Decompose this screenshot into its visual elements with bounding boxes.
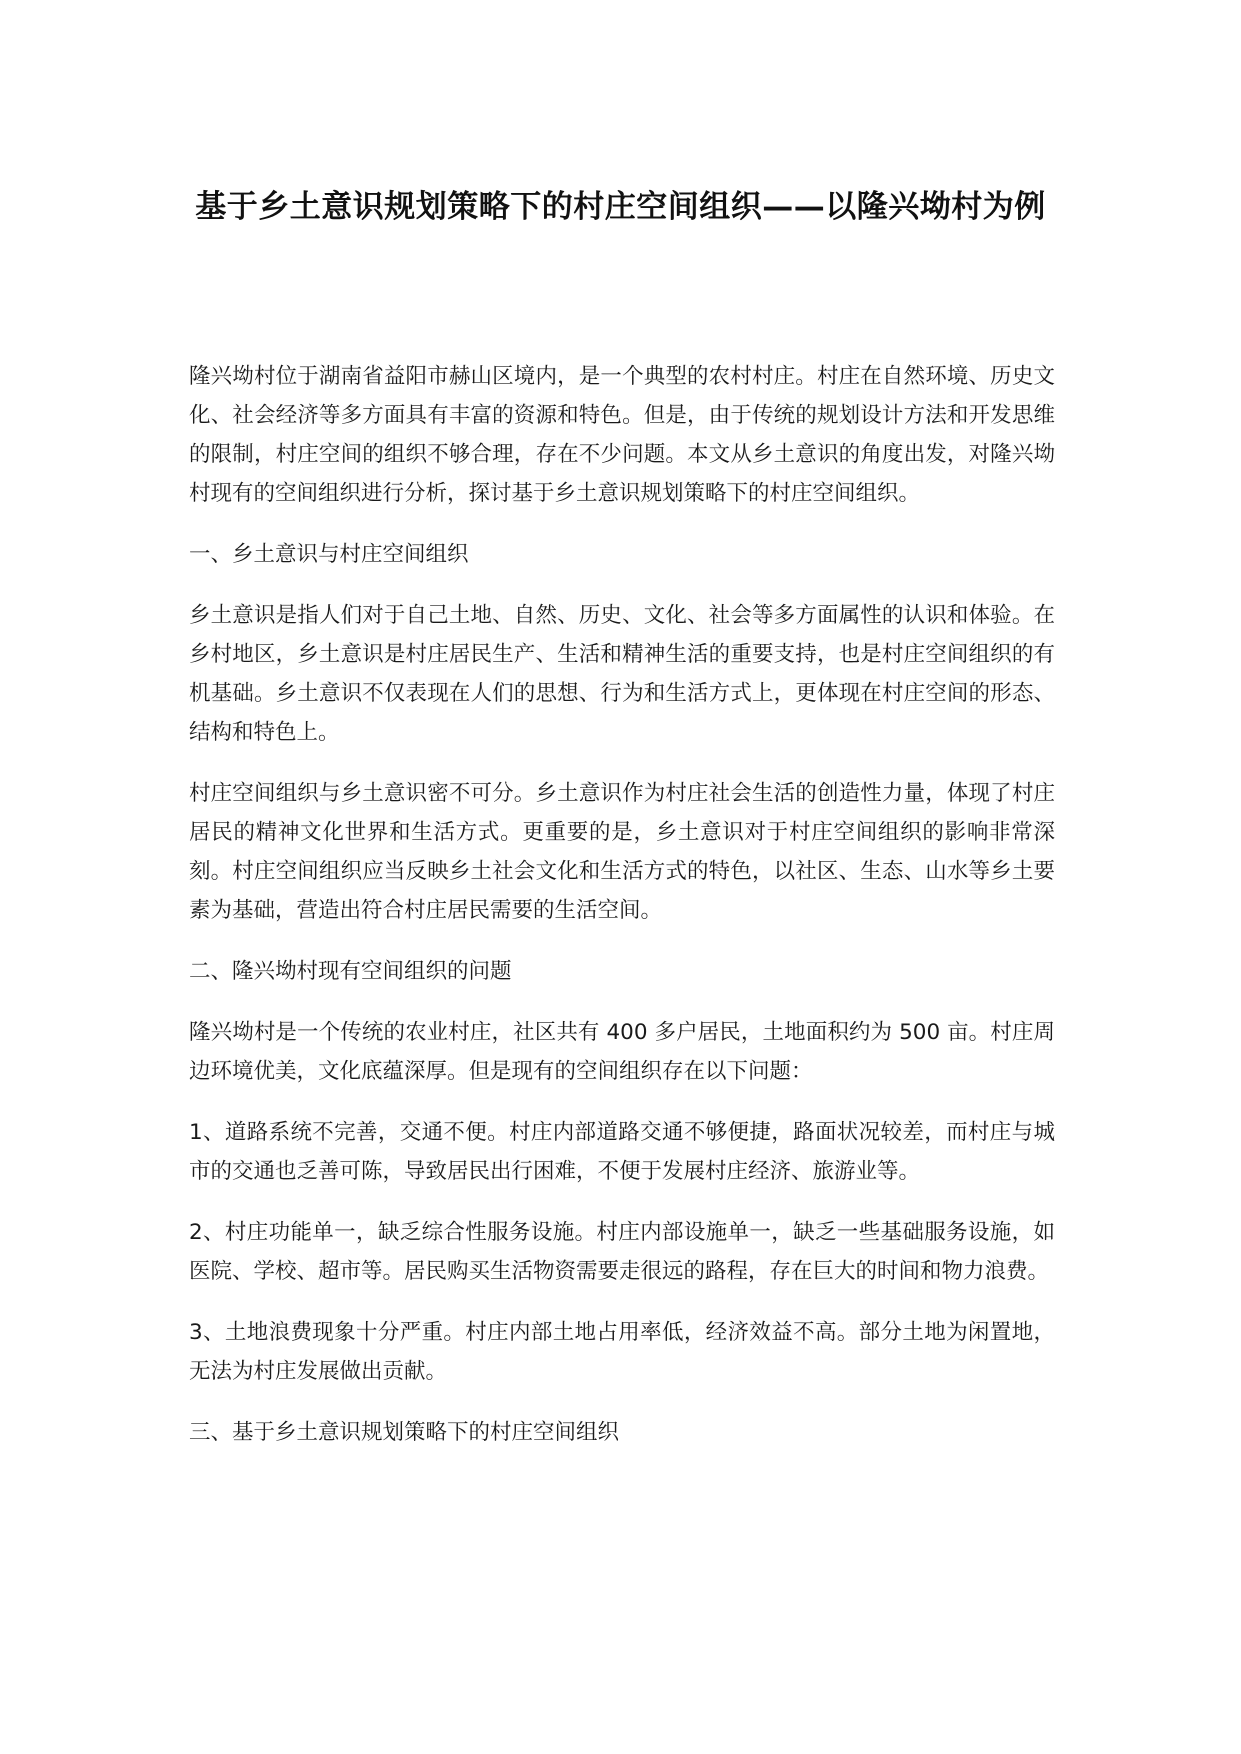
problem-item-3: 3、土地浪费现象十分严重。村庄内部土地占用率低，经济效益不高。部分土地为闲置地，无法为村庄发展做出贡献。: [189, 1320, 1055, 1384]
document-title: 基于乡土意识规划策略下的村庄空间组织——以隆兴坳村为例: [195, 189, 1046, 225]
section-1-paragraph-1: 乡土意识是指人们对于自己土地、自然、历史、文化、社会等多方面属性的认识和体验。在乡村地区，乡土意识是村庄居民生产、生活和精神生活的重要支持，也是村庄空间组织的有机基础。乡土意识不仅表现在人们的思想、行为和生活方式上，更体现在村庄空间的形态、结构和特色上。: [189, 603, 1055, 745]
problem-item-1: 1、道路系统不完善，交通不便。村庄内部道路交通不够便捷，路面状况较差，而村庄与城市的交通也乏善可陈，导致居民出行困难，不便于发展村庄经济、旅游业等。: [189, 1120, 1055, 1184]
section-1-paragraph-2: 村庄空间组织与乡土意识密不可分。乡土意识作为村庄社会生活的创造性力量，体现了村庄居民的精神文化世界和生活方式。更重要的是，乡土意识对于村庄空间组织的影响非常深刻。村庄空间组织应当反映乡土社会文化和生活方式的特色，以社区、生态、山水等乡土要素为基础，营造出符合村庄居民需要的生活空间。: [189, 781, 1055, 923]
section-heading-3: 三、基于乡土意识规划策略下的村庄空间组织: [189, 1420, 620, 1445]
document-body: [189, 357, 1055, 1474]
section-2-paragraph-1: 隆兴坳村是一个传统的农业村庄，社区共有 400 多户居民，土地面积约为 500 亩。村庄周边环境优美，文化底蕴深厚。但是现有的空间组织存在以下问题：: [189, 1020, 1055, 1084]
intro-paragraph: 隆兴坳村位于湖南省益阳市赫山区境内，是一个典型的农村村庄。村庄在自然环境、历史文化、社会经济等多方面具有丰富的资源和特色。但是，由于传统的规划设计方法和开发思维的限制，村庄空间的组织不够合理，存在不少问题。本文从乡土意识的角度出发，对隆兴坳村现有的空间组织进行分析，探讨基于乡土意识规划策略下的村庄空间组织。: [189, 364, 1055, 506]
problem-item-2: 2、村庄功能单一，缺乏综合性服务设施。村庄内部设施单一，缺乏一些基础服务设施，如医院、学校、超市等。居民购买生活物资需要走很远的路程，存在巨大的时间和物力浪费。: [189, 1220, 1055, 1284]
section-heading-1: 一、乡土意识与村庄空间组织: [189, 542, 469, 567]
section-heading-2: 二、隆兴坳村现有空间组织的问题: [189, 959, 512, 984]
